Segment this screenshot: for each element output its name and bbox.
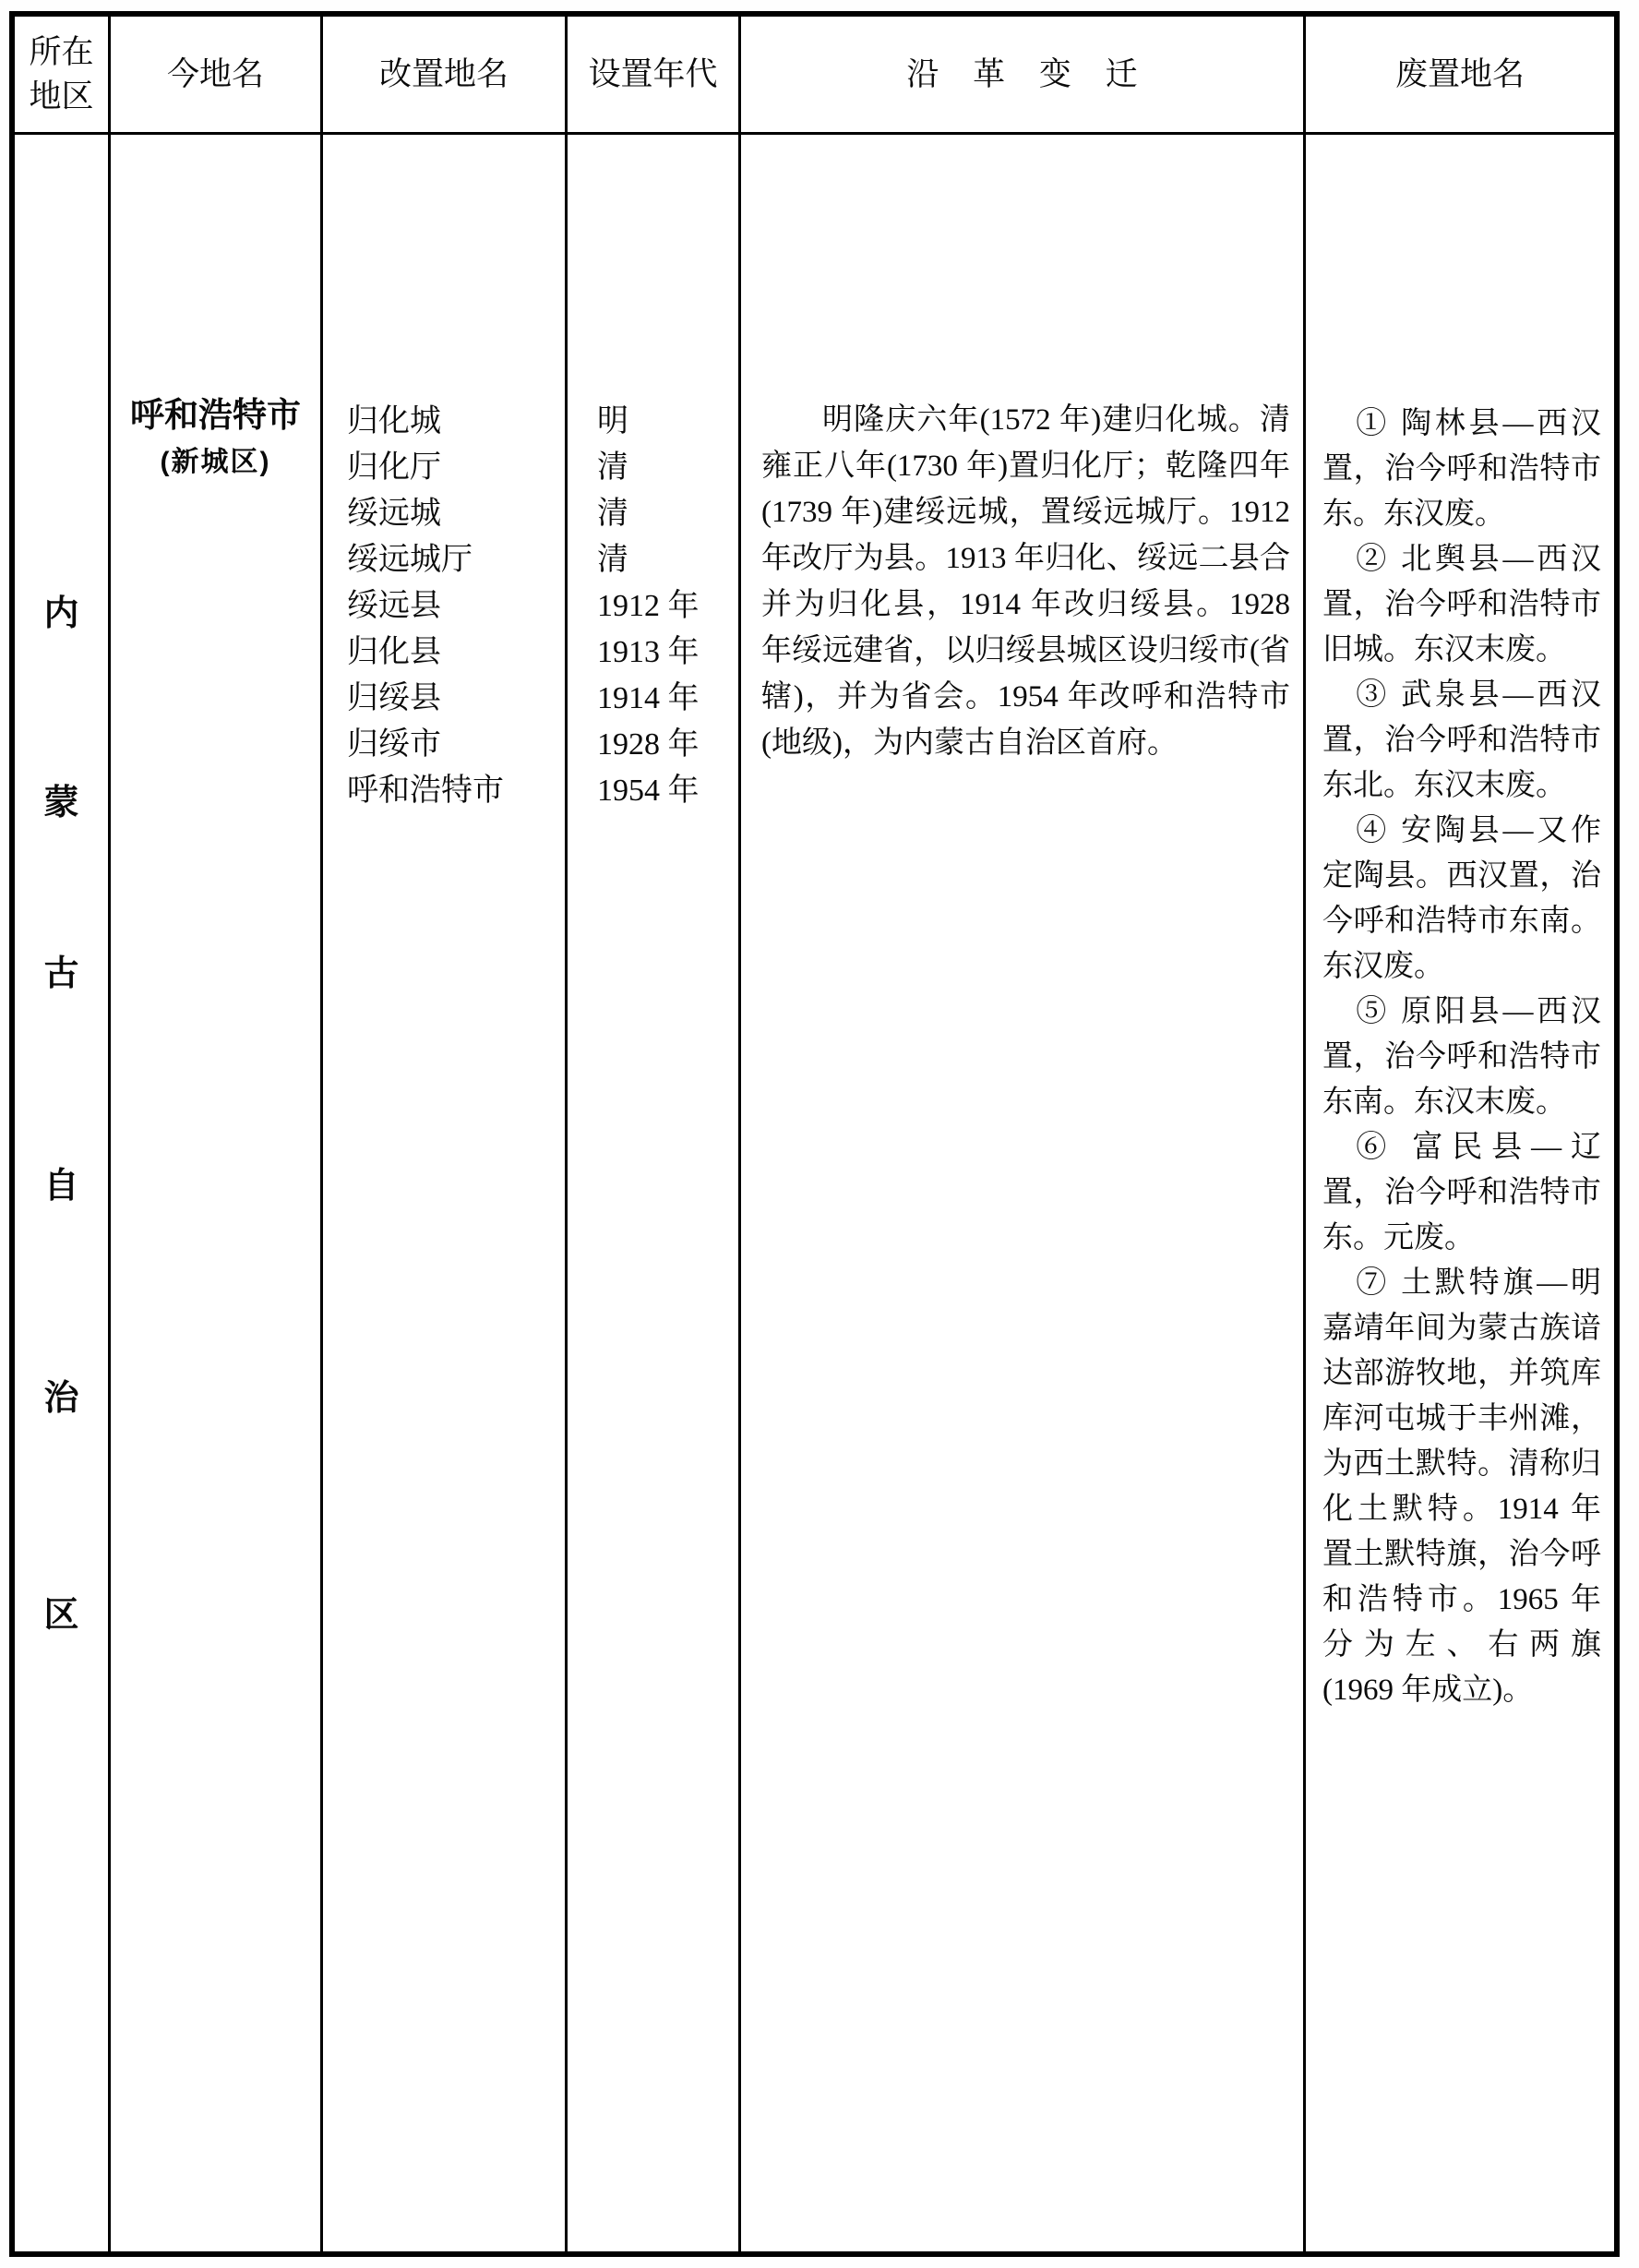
- renamed-place-name: 归化厅: [347, 450, 441, 485]
- cell-era-list: [568, 135, 741, 2251]
- today-name-note: (新城区): [160, 447, 271, 477]
- header-today-name: 今地名: [111, 17, 323, 135]
- cell-region-vertical-label: [15, 135, 111, 2251]
- renamed-place-name: 绥远城: [347, 497, 441, 531]
- renamed-place-name: 呼和浩特市: [347, 774, 504, 808]
- cell-abolished-list: [1306, 135, 1614, 2251]
- abolished-place-entry: ② 北舆县—西汉置，治今呼和浩特市旧城。东汉末废。: [1322, 543, 1601, 666]
- region-character: 区: [43, 1596, 79, 1635]
- region-character: 治: [43, 1379, 79, 1418]
- renamed-place-name: 归化县: [347, 635, 441, 669]
- today-name-text: 呼和浩特市: [130, 396, 301, 434]
- renamed-place-name: 归绥市: [347, 727, 441, 762]
- evolution-paragraph: 明隆庆六年(1572 年)建归化城。清雍正八年(1730 年)置归化厅；乾隆四年(1739 年)建绥远城，置绥远城厅。1912 年改厅为县。1913 年归化、绥远二县合并为归化县，1914 年改归绥县。1928 年绥远建省，以归绥县城区设归绥市(省辖)，并为省会。1954 年改呼和浩特市(地级)，为内蒙古自治区首府。: [761, 403, 1290, 760]
- renamed-place-name: 绥远城厅: [347, 543, 473, 577]
- header-era: 设置年代: [568, 17, 741, 135]
- establishment-era: 1912 年: [597, 589, 700, 623]
- abolished-place-entry: ③ 武泉县—西汉置，治今呼和浩特市东北。东汉末废。: [1322, 678, 1601, 802]
- header-renamed: 改置地名: [323, 17, 568, 135]
- header-region: 所在地区: [15, 17, 111, 135]
- establishment-era: 1928 年: [597, 727, 700, 762]
- renamed-place-name: 绥远县: [347, 589, 441, 623]
- region-character: 蒙: [43, 784, 79, 822]
- abolished-place-entry: ⑤ 原阳县—西汉置，治今呼和浩特市东南。东汉末废。: [1322, 995, 1601, 1119]
- region-character: 内: [43, 594, 79, 633]
- establishment-era: 1913 年: [597, 635, 700, 669]
- establishment-era: 明: [597, 404, 628, 438]
- header-abolished: 废置地名: [1306, 17, 1614, 135]
- abolished-place-entry: ⑦ 土默特旗—明嘉靖年间为蒙古族谙达部游牧地，并筑库库河屯城于丰州滩，为西土默特。清称归化土默特。1914 年置土默特旗，治今呼和浩特市。1965 年分为左、右两旗(1969 年成立)。: [1322, 1266, 1601, 1707]
- abolished-place-entry: ⑥ 富民县—辽置，治今呼和浩特市东。元废。: [1322, 1131, 1601, 1254]
- region-character: 自: [43, 1167, 79, 1206]
- abolished-place-entry: ① 陶林县—西汉置，治今呼和浩特市东。东汉废。: [1322, 407, 1601, 531]
- renamed-place-name: 归化城: [347, 404, 441, 438]
- establishment-era: 1954 年: [597, 774, 700, 808]
- cell-evolution: [741, 135, 1306, 2251]
- establishment-era: 清: [597, 543, 628, 577]
- establishment-era: 清: [597, 497, 628, 531]
- renamed-place-name: 归绥县: [347, 681, 441, 715]
- cell-today-name: [111, 135, 323, 2251]
- place-name-gazetteer-table: [9, 11, 1620, 2257]
- cell-renamed-list: [323, 135, 568, 2251]
- header-evolution: 沿 革 变 迁: [741, 17, 1306, 135]
- region-character: 古: [43, 954, 79, 993]
- establishment-era: 清: [597, 450, 628, 485]
- establishment-era: 1914 年: [597, 681, 700, 715]
- abolished-place-entry: ④ 安陶县—又作定陶县。西汉置，治今呼和浩特市东南。东汉废。: [1322, 814, 1601, 983]
